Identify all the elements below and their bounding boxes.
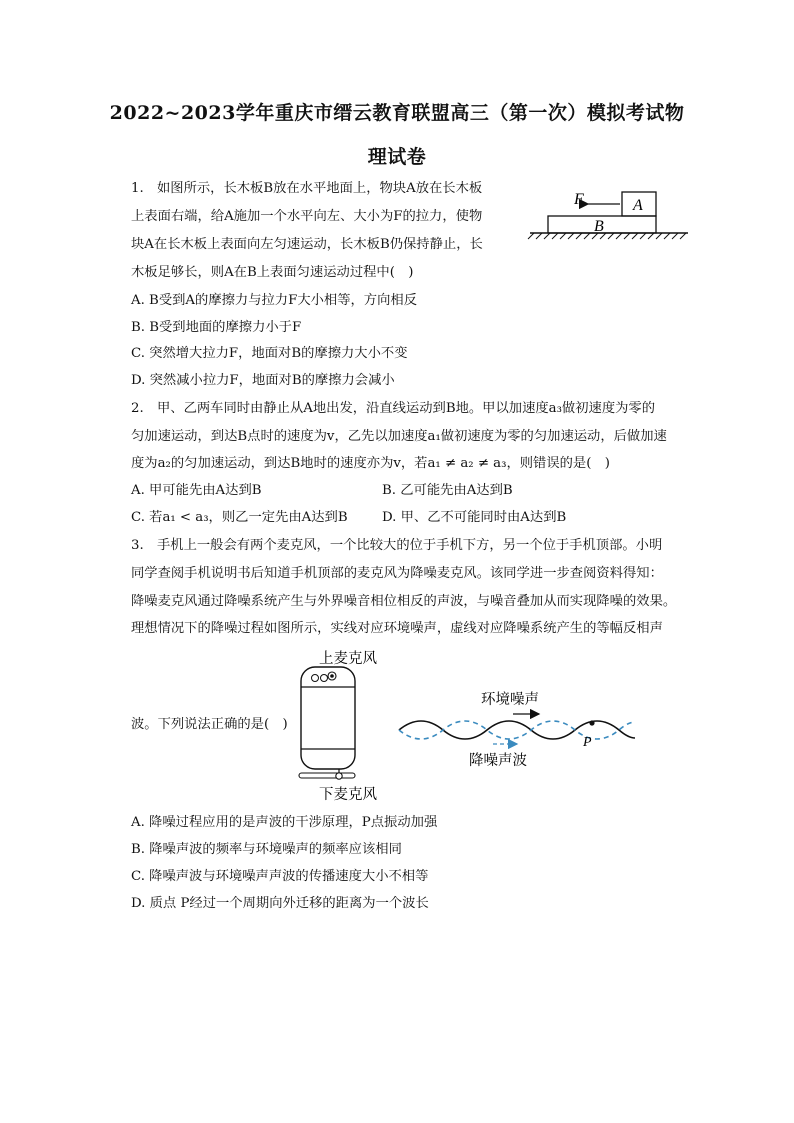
q1-stem-line: 块A在长木板上表面向左匀速运动，长木板B仍保持静止，长 xyxy=(131,237,483,252)
q2-option-a: A. 甲可能先由A达到B xyxy=(131,483,262,498)
q1-block-diagram xyxy=(526,184,696,244)
q1-option-d: D. 突然减小拉力F，地面对B的摩擦力会减小 xyxy=(131,373,395,388)
point-p-label: P xyxy=(583,735,592,750)
page-title-line-2: 理试卷 xyxy=(367,146,427,168)
q1-stem-line: 上表面右端，给A施加一个水平向左、大小为F的拉力，使物 xyxy=(131,209,483,224)
bottom-mic-label: 下麦克风 xyxy=(319,787,377,803)
q3-option-d: D. 质点 P经过一个周期向外迁移的距离为一个波长 xyxy=(131,896,429,911)
ambient-noise-label: 环境噪声 xyxy=(481,692,539,708)
q2-stem-line: 匀加速运动，到达B点时的速度为v，乙先以加速度a₁做初速度为零的匀加速运动，后做加速 xyxy=(131,429,667,444)
label-a: A xyxy=(633,197,643,214)
ground-hatch xyxy=(528,233,686,239)
label-f: F xyxy=(574,191,584,208)
q3-stem-line: 理想情况下的降噪过程如图所示，实线对应环境噪声，虚线对应降噪系统产生的等幅反相声 xyxy=(131,621,663,636)
camera-icon xyxy=(321,675,328,682)
page-title-line-1: 2022~2023学年重庆市缙云教育联盟高三（第一次）模拟考试物 xyxy=(109,102,685,124)
q1-stem-line: 木板足够长，则A在B上表面匀速运动过程中( ) xyxy=(131,265,414,280)
q3-stem-line: 3. 手机上一般会有两个麦克风，一个比较大的位于手机下方，另一个位于手机顶部。小明 xyxy=(131,538,663,553)
bottom-mic-base xyxy=(299,773,355,778)
q1-option-c: C. 突然增大拉力F，地面对B的摩擦力大小不变 xyxy=(131,346,408,361)
q3-noise-cancel-diagram xyxy=(295,645,645,805)
phone-body xyxy=(301,667,355,769)
q3-option-c: C. 降噪声波与环境噪声声波的传播速度大小不相等 xyxy=(131,869,429,884)
top-mic-label: 上麦克风 xyxy=(319,651,377,667)
camera-icon xyxy=(312,675,319,682)
q1-stem-line: 1. 如图所示，长木板B放在水平地面上，物块A放在长木板 xyxy=(131,181,483,196)
bottom-mic-icon xyxy=(336,773,342,779)
q3-option-a: A. 降噪过程应用的是声波的干涉原理，P点振动加强 xyxy=(131,815,438,830)
q2-stem-line: 2. 甲、乙两车同时由静止从A地出发，沿直线运动到B地。甲以加速度a₃做初速度为零的 xyxy=(131,401,656,416)
q3-option-b: B. 降噪声波的频率与环境噪声的频率应该相同 xyxy=(131,842,402,857)
anti-noise-label: 降噪声波 xyxy=(469,753,527,769)
q3-stem-line: 降噪麦克风通过降噪系统产生与外界噪音相位相反的声波，与噪音叠加从而实现降噪的效果。 xyxy=(131,594,677,609)
point-p xyxy=(589,720,594,725)
q1-option-a: A. B受到A的摩擦力与拉力F大小相等，方向相反 xyxy=(131,293,417,308)
q2-option-b: B. 乙可能先由A达到B xyxy=(382,483,513,498)
q1-option-b: B. B受到地面的摩擦力小于F xyxy=(131,320,302,335)
q3-stem-line: 同学查阅手机说明书后知道手机顶部的麦克风为降噪麦克风。该同学进一步查阅资料得知： xyxy=(131,566,663,581)
q2-option-d: D. 甲、乙不可能同时由A达到B xyxy=(382,510,567,525)
q2-option-c: C. 若a₁ < a₃，则乙一定先由A达到B xyxy=(131,510,348,525)
label-b: B xyxy=(594,218,604,235)
q3-stem-line: 波。下列说法正确的是( ) xyxy=(131,717,288,732)
q2-stem-line: 度为a₂的匀加速运动，到达B地时的速度亦为v，若a₁ ≠ a₂ ≠ a₃，则错误的是( ) xyxy=(131,456,610,471)
